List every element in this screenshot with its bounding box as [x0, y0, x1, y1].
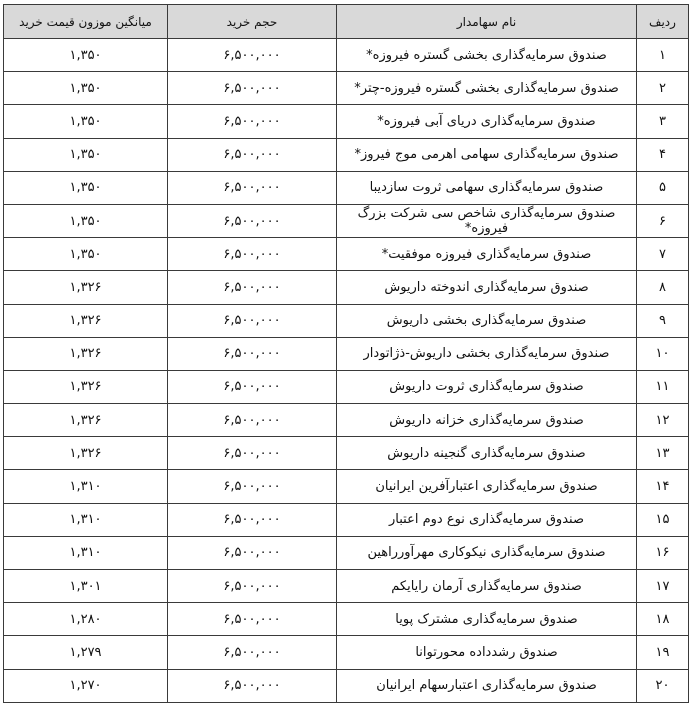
row-volume-cell: ۶,۵۰۰,۰۰۰ [168, 72, 337, 105]
row-name-cell: صندوق سرمایه‌گذاری آرمان رایایکم [337, 570, 637, 603]
row-name-cell: صندوق سرمایه‌گذاری نوع دوم اعتبار [337, 503, 637, 536]
row-name-cell: صندوق سرمایه‌گذاری بخشی داریوش-ذژاتودار [337, 337, 637, 370]
row-price-cell: ۱,۳۱۰ [4, 536, 168, 569]
row-rank-cell: ۱ [637, 39, 689, 72]
row-name-cell: صندوق سرمایه‌گذاری سهامی ثروت سازدیبا [337, 171, 637, 204]
row-volume-cell: ۶,۵۰۰,۰۰۰ [168, 636, 337, 669]
table-row [4, 271, 689, 304]
row-name-cell: صندوق سرمایه‌گذاری بخشی گستره فیروزه* [337, 39, 637, 72]
row-name-cell: صندوق سرمایه‌گذاری مشترک پویا [337, 603, 637, 636]
table-row [4, 304, 689, 337]
row-price-cell: ۱,۳۲۶ [4, 271, 168, 304]
row-price-cell: ۱,۳۵۰ [4, 72, 168, 105]
row-volume-cell: ۶,۵۰۰,۰۰۰ [168, 337, 337, 370]
row-price-cell: ۱,۳۱۰ [4, 470, 168, 503]
table-row [4, 636, 689, 669]
row-volume-cell: ۶,۵۰۰,۰۰۰ [168, 204, 337, 237]
table-header-row [4, 5, 689, 39]
row-volume-cell: ۶,۵۰۰,۰۰۰ [168, 570, 337, 603]
row-name-cell: صندوق سرمایه‌گذاری بخشی داریوش [337, 304, 637, 337]
row-volume-cell: ۶,۵۰۰,۰۰۰ [168, 669, 337, 702]
row-volume-cell: ۶,۵۰۰,۰۰۰ [168, 238, 337, 271]
row-rank-cell: ۷ [637, 238, 689, 271]
row-volume-cell: ۶,۵۰۰,۰۰۰ [168, 437, 337, 470]
row-price-cell: ۱,۳۲۶ [4, 437, 168, 470]
table-row [4, 470, 689, 503]
table-row [4, 171, 689, 204]
table-body [4, 39, 689, 703]
row-volume-cell: ۶,۵۰۰,۰۰۰ [168, 404, 337, 437]
table-row [4, 570, 689, 603]
table-row [4, 603, 689, 636]
header-weighted-avg-price: میانگین موزون قیمت خرید [4, 5, 168, 39]
row-rank-cell: ۵ [637, 171, 689, 204]
table-row [4, 404, 689, 437]
row-price-cell: ۱,۲۸۰ [4, 603, 168, 636]
row-rank-cell: ۱۵ [637, 503, 689, 536]
row-price-cell: ۱,۳۲۶ [4, 304, 168, 337]
row-volume-cell: ۶,۵۰۰,۰۰۰ [168, 171, 337, 204]
row-rank-cell: ۲۰ [637, 669, 689, 702]
row-rank-cell: ۱۲ [637, 404, 689, 437]
row-volume-cell: ۶,۵۰۰,۰۰۰ [168, 470, 337, 503]
row-name-cell: صندوق رشدداده محورتوانا [337, 636, 637, 669]
row-name-cell: صندوق سرمایه‌گذاری شاخص سی شرکت بزرگ فیروزه* [337, 204, 637, 237]
row-price-cell: ۱,۲۷۰ [4, 669, 168, 702]
row-price-cell: ۱,۳۲۶ [4, 337, 168, 370]
row-volume-cell: ۶,۵۰۰,۰۰۰ [168, 503, 337, 536]
table-row [4, 72, 689, 105]
row-rank-cell: ۱۷ [637, 570, 689, 603]
row-volume-cell: ۶,۵۰۰,۰۰۰ [168, 138, 337, 171]
row-price-cell: ۱,۳۲۶ [4, 370, 168, 403]
row-name-cell: صندوق سرمایه‌گذاری نیکوکاری مهرآورراهین [337, 536, 637, 569]
row-name-cell: صندوق سرمایه‌گذاری ثروت داریوش [337, 370, 637, 403]
row-name-cell: صندوق سرمایه‌گذاری اندوخته داریوش [337, 271, 637, 304]
row-rank-cell: ۱۴ [637, 470, 689, 503]
row-rank-cell: ۳ [637, 105, 689, 138]
row-price-cell: ۱,۲۷۹ [4, 636, 168, 669]
table-row [4, 503, 689, 536]
row-volume-cell: ۶,۵۰۰,۰۰۰ [168, 39, 337, 72]
table-row [4, 105, 689, 138]
header-shareholder-name: نام سهامدار [337, 5, 637, 39]
table-row [4, 337, 689, 370]
header-purchase-volume: حجم خرید [168, 5, 337, 39]
table-row [4, 669, 689, 702]
table-row [4, 238, 689, 271]
row-volume-cell: ۶,۵۰۰,۰۰۰ [168, 603, 337, 636]
table-row [4, 536, 689, 569]
row-volume-cell: ۶,۵۰۰,۰۰۰ [168, 304, 337, 337]
row-rank-cell: ۸ [637, 271, 689, 304]
row-name-cell: صندوق سرمایه‌گذاری خزانه داریوش [337, 404, 637, 437]
row-name-cell: صندوق سرمایه‌گذاری دریای آبی فیروزه* [337, 105, 637, 138]
shareholders-table [3, 4, 689, 703]
row-name-cell: صندوق سرمایه‌گذاری بخشی گستره فیروزه-چتر* [337, 72, 637, 105]
row-price-cell: ۱,۳۰۱ [4, 570, 168, 603]
row-volume-cell: ۶,۵۰۰,۰۰۰ [168, 370, 337, 403]
row-rank-cell: ۱۶ [637, 536, 689, 569]
row-name-cell: صندوق سرمایه‌گذاری اعتبارآفرین ایرانیان [337, 470, 637, 503]
row-rank-cell: ۱۰ [637, 337, 689, 370]
row-rank-cell: ۲ [637, 72, 689, 105]
row-price-cell: ۱,۳۵۰ [4, 171, 168, 204]
row-price-cell: ۱,۳۵۰ [4, 204, 168, 237]
table-row [4, 39, 689, 72]
row-rank-cell: ۶ [637, 204, 689, 237]
row-volume-cell: ۶,۵۰۰,۰۰۰ [168, 271, 337, 304]
row-price-cell: ۱,۳۵۰ [4, 238, 168, 271]
row-volume-cell: ۶,۵۰۰,۰۰۰ [168, 536, 337, 569]
table-row [4, 138, 689, 171]
row-rank-cell: ۱۱ [637, 370, 689, 403]
row-rank-cell: ۱۸ [637, 603, 689, 636]
table-row [4, 437, 689, 470]
row-rank-cell: ۱۳ [637, 437, 689, 470]
header-rank: ردیف [637, 5, 689, 39]
row-name-cell: صندوق سرمایه‌گذاری گنجینه داریوش [337, 437, 637, 470]
row-rank-cell: ۴ [637, 138, 689, 171]
row-name-cell: صندوق سرمایه‌گذاری فیروزه موفقیت* [337, 238, 637, 271]
row-price-cell: ۱,۳۵۰ [4, 138, 168, 171]
row-price-cell: ۱,۳۱۰ [4, 503, 168, 536]
row-volume-cell: ۶,۵۰۰,۰۰۰ [168, 105, 337, 138]
row-price-cell: ۱,۳۵۰ [4, 39, 168, 72]
row-price-cell: ۱,۳۵۰ [4, 105, 168, 138]
table-row [4, 204, 689, 237]
row-name-cell: صندوق سرمایه‌گذاری اعتبارسهام ایرانیان [337, 669, 637, 702]
row-rank-cell: ۹ [637, 304, 689, 337]
table-row [4, 370, 689, 403]
row-price-cell: ۱,۳۲۶ [4, 404, 168, 437]
row-rank-cell: ۱۹ [637, 636, 689, 669]
row-name-cell: صندوق سرمایه‌گذاری سهامی اهرمی موج فیروز* [337, 138, 637, 171]
